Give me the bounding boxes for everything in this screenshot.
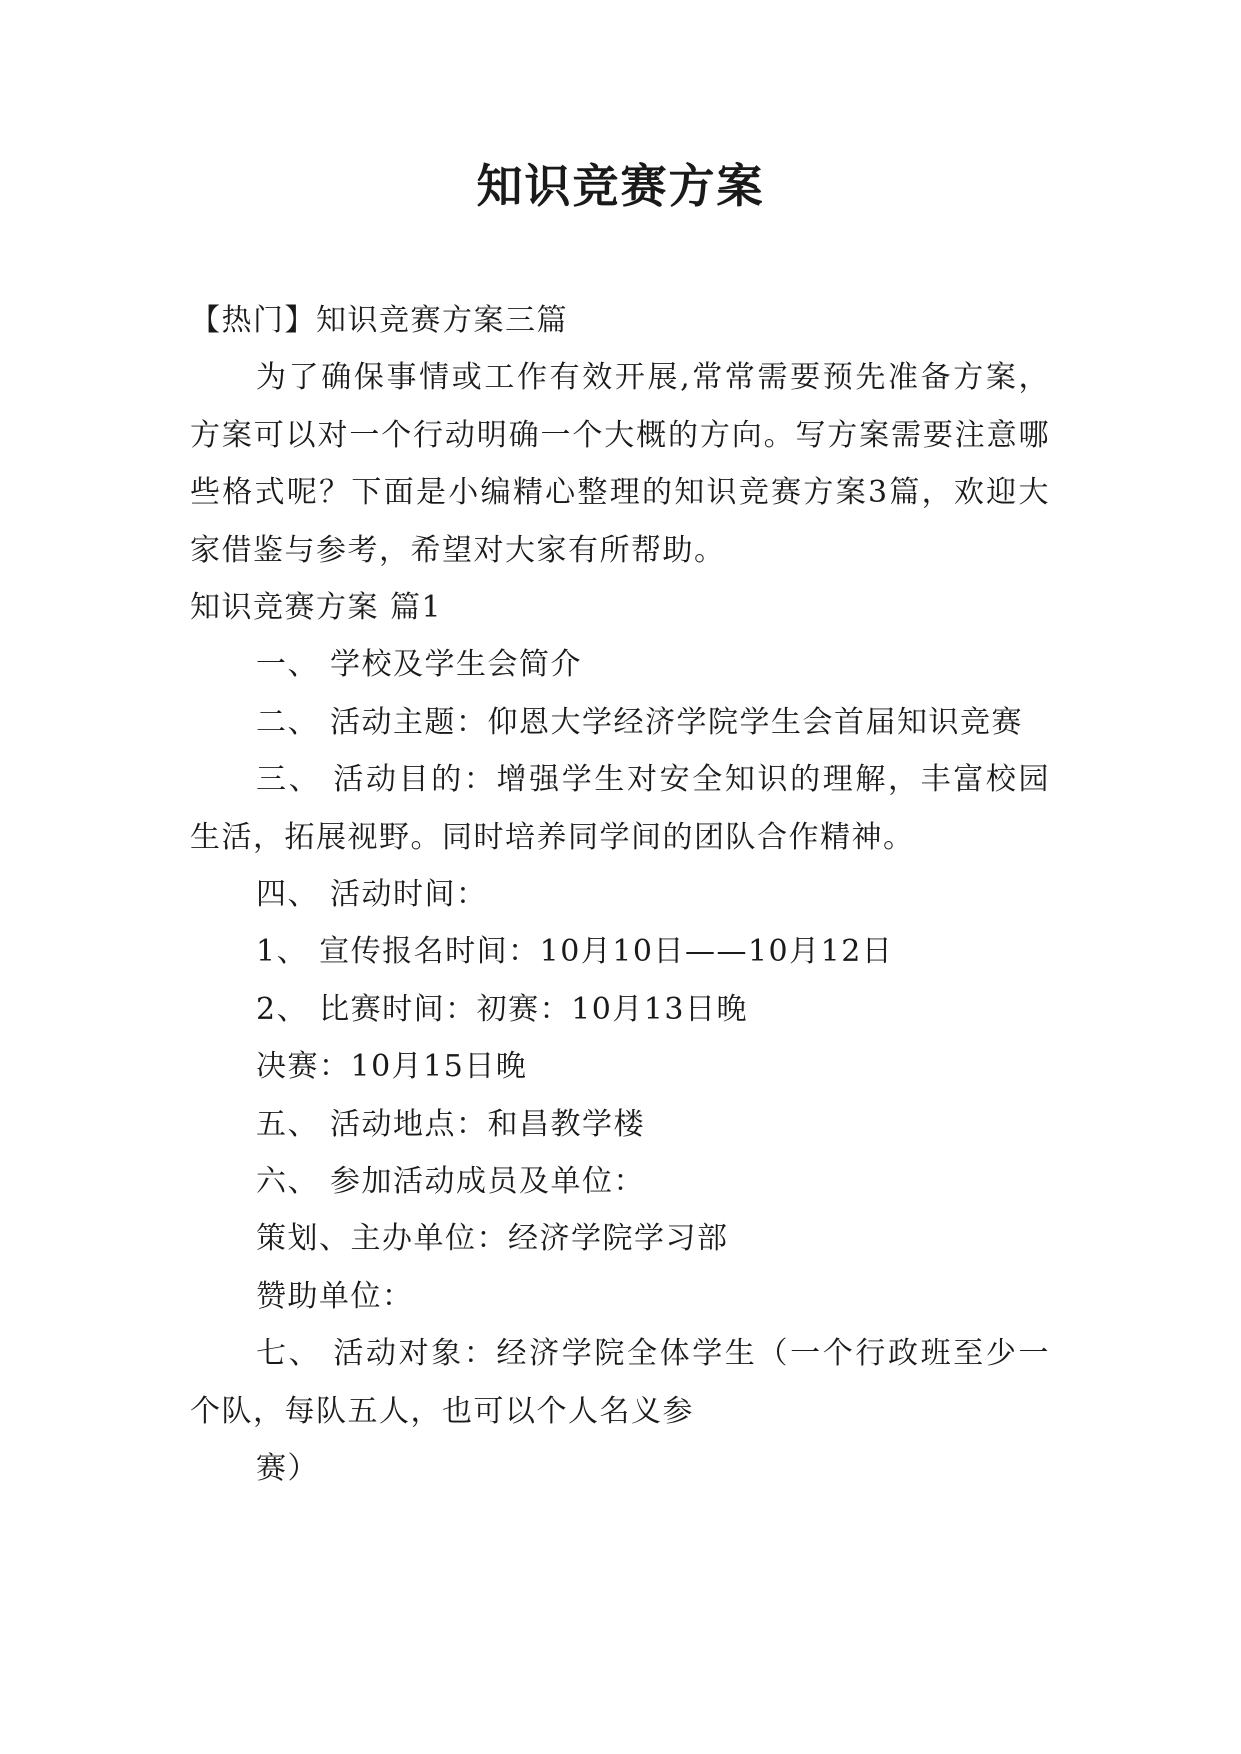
document-body <box>190 292 1050 1497</box>
intro-paragraph: 为了确保事情或工作有效开展,常常需要预先准备方案，方案可以对一个行动明确一个大概的方向。写方案需要注意哪些格式呢？下面是小编精心整理的知识竞赛方案3篇，欢迎大家借鉴与参考，希望对大家有所帮助。 <box>190 360 1050 568</box>
list-item-continuation: 赛） <box>256 1450 319 1486</box>
list-item: 二、 活动主题：仰恩大学经济学院学生会首届知识竞赛 <box>256 704 1024 740</box>
list-item: 七、 活动对象：经济学院全体学生（一个行政班至少一个队，每队五人，也可以个人名义参 <box>190 1336 1050 1429</box>
list-item: 三、 活动目的：增强学生对安全知识的理解，丰富校园生活，拓展视野。同时培养同学间的团队合作精神。 <box>190 762 1050 855</box>
list-item: 四、 活动时间： <box>256 877 488 913</box>
list-item: 1、 宣传报名时间：10月10日——10月12日 <box>256 934 894 970</box>
list-item: 五、 活动地点：和昌教学楼 <box>256 1106 646 1142</box>
list-item: 决赛：10月15日晚 <box>256 1049 528 1085</box>
document-subtitle: 【热门】知识竞赛方案三篇 <box>190 303 568 338</box>
list-item: 2、 比赛时间：初赛：10月13日晚 <box>256 991 748 1027</box>
document-title: 知识竞赛方案 <box>476 159 765 213</box>
list-item: 赞助单位： <box>256 1278 414 1314</box>
list-item: 策划、主办单位：经济学院学习部 <box>256 1221 729 1257</box>
section-heading: 知识竞赛方案 篇1 <box>190 590 443 626</box>
list-item: 一、 学校及学生会简介 <box>256 647 583 683</box>
list-item: 六、 参加活动成员及单位： <box>256 1163 646 1199</box>
